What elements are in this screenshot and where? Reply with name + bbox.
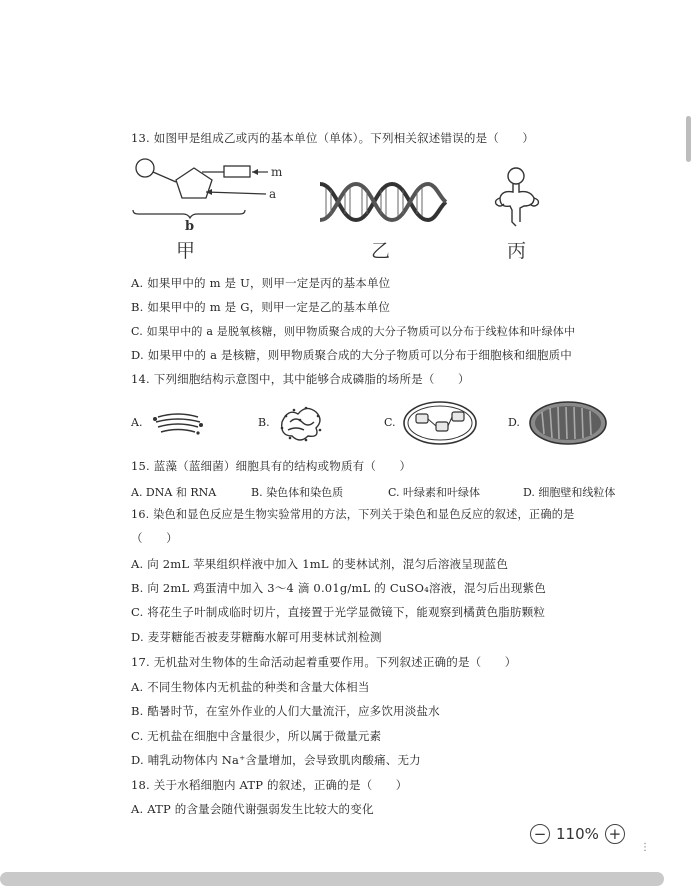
vertical-scrollbar[interactable]	[686, 116, 691, 162]
q14-option-a-letter: A.	[131, 416, 143, 429]
q13-option-b: B. 如果甲中的 m 是 G，则甲一定是乙的基本单位	[131, 300, 391, 314]
label-b: b	[185, 219, 195, 232]
nucleotide-diagram	[128, 152, 298, 232]
label-m: m	[271, 165, 283, 179]
q15-option-d: D. 细胞壁和线粒体	[523, 486, 616, 499]
mitochondrion-diagram	[528, 400, 608, 446]
more-options-icon[interactable]: ⋮	[640, 842, 650, 853]
q17-option-c: C. 无机盐在细胞中含量很少，所以属于微量元素	[131, 729, 382, 743]
zoom-level: 110%	[556, 825, 599, 843]
plus-icon: +	[608, 824, 622, 843]
q18-option-a: A. ATP 的含量会随代谢强弱发生比较大的变化	[131, 802, 374, 816]
q15-option-a: A. DNA 和 RNA	[131, 486, 217, 499]
caption-jia: 甲	[176, 240, 196, 262]
dna-double-helix-diagram	[318, 176, 448, 228]
q15-option-b: B. 染色体和染色质	[251, 486, 344, 499]
q13-option-a: A. 如果甲中的 m 是 U，则甲一定是丙的基本单位	[131, 276, 391, 290]
q14-option-c-letter: C.	[384, 416, 396, 429]
q17-stem: 17. 无机盐对生物体的生命活动起着重要作用。下列叙述正确的是（ ）	[131, 655, 517, 669]
golgi-apparatus-diagram	[152, 408, 204, 438]
zoom-out-button[interactable]	[530, 824, 550, 844]
trna-diagram	[488, 164, 546, 230]
minus-icon: −	[533, 824, 547, 843]
chloroplast-diagram	[402, 400, 478, 446]
q15-stem: 15. 蓝藻（蓝细菌）细胞具有的结构或物质有（ ）	[131, 459, 412, 473]
caption-yi: 乙	[371, 240, 391, 262]
q16-option-a: A. 向 2mL 苹果组织样液中加入 1mL 的斐林试剂，混匀后溶液呈现蓝色	[131, 557, 509, 571]
q15-option-c: C. 叶绿素和叶绿体	[388, 486, 481, 499]
q14-option-d-letter: D.	[508, 416, 520, 429]
q17-option-d: D. 哺乳动物体内 Na⁺含量增加，会导致肌肉酸痛、无力	[131, 753, 421, 767]
q18-stem: 18. 关于水稻细胞内 ATP 的叙述，正确的是（ ）	[131, 778, 408, 792]
q17-option-a: A. 不同生物体内无机盐的种类和含量大体相当	[131, 680, 370, 694]
q13-option-c: C. 如果甲中的 a 是脱氧核糖，则甲物质聚合成的大分子物质可以分布于线粒体和叶绿体中	[131, 325, 576, 338]
endoplasmic-reticulum-diagram	[276, 400, 326, 444]
horizontal-scrollbar[interactable]	[0, 872, 664, 886]
q13-stem: 13. 如图甲是组成乙或丙的基本单位（单体）。下列相关叙述错误的是（ ）	[131, 131, 535, 145]
zoom-controls	[530, 820, 625, 848]
q13-option-d: D. 如果甲中的 a 是核糖，则甲物质聚合成的大分子物质可以分布于细胞核和细胞质中	[131, 348, 572, 362]
label-a: a	[269, 187, 277, 201]
q14-stem: 14. 下列细胞结构示意图中，其中能够合成磷脂的场所是（ ）	[131, 372, 470, 386]
q17-option-b: B. 酷暑时节，在室外作业的人们大量流汗，应多饮用淡盐水	[131, 704, 440, 718]
caption-bing: 丙	[507, 240, 527, 262]
q16-stem-continued: （ ）	[131, 531, 178, 545]
q16-option-d: D. 麦芽糖能否被麦芽糖酶水解可用斐林试剂检测	[131, 630, 382, 644]
q16-option-b: B. 向 2mL 鸡蛋清中加入 3～4 滴 0.01g/mL 的 CuSO₄溶液，混匀后出现紫色	[131, 581, 546, 595]
q16-option-c: C. 将花生子叶制成临时切片，直接置于光学显微镜下，能观察到橘黄色脂肪颗粒	[131, 605, 546, 619]
q14-option-b-letter: B.	[258, 416, 270, 429]
zoom-in-button[interactable]	[605, 824, 625, 844]
q16-stem: 16. 染色和显色反应是生物实验常用的方法，下列关于染色和显色反应的叙述，正确的是	[131, 508, 575, 521]
